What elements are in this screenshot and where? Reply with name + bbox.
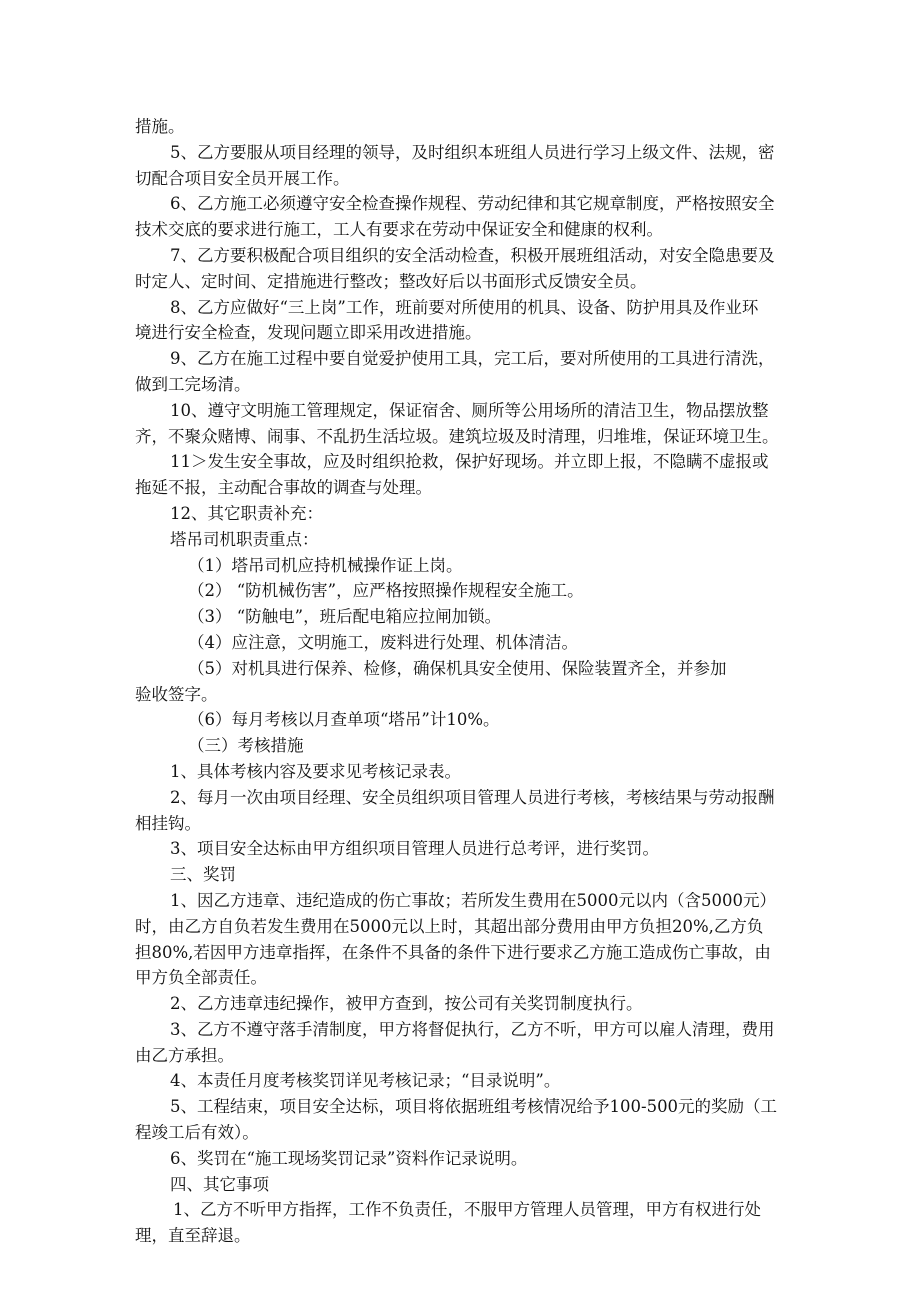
text-line: 时定人、定时间、定措施进行整改；整改好后以书面形式反馈安全员。 [135, 271, 647, 291]
text-line: 5、工程结束，项目安全达标，项目将依据班组考核情况给予100-500元的奖励（工 [170, 1097, 778, 1117]
text-line: （3） “防触电”，班后配电箱应拉闸加锁。 [188, 607, 502, 627]
text-line: 技术交底的要求进行施工，工人有要求在劳动中保证安全和健康的权利。 [135, 220, 663, 240]
text-line: （5）对机具进行保养、检修，确保机具安全使用、保险装置齐全，并参加 [188, 658, 727, 678]
text-line: 1、因乙方违章、违纪造成的伤亡事故；若所发生费用在5000元以内（含5000元） [170, 890, 776, 910]
text-line: 由乙方承担。 [135, 1045, 234, 1065]
text-line: 3、项目安全达标由甲方组织项目管理人员进行总考评，进行奖罚。 [170, 839, 659, 859]
document-body [135, 114, 795, 1249]
text-line: 11＞发生安全事故，应及时组织抢救，保护好现场。并立即上报，不隐瞒不虚报或 [170, 452, 769, 472]
section-heading: （三）考核措施 [188, 736, 304, 756]
text-line: 7、乙方要积极配合项目组织的安全活动检查，积极开展班组活动，对安全隐患要及 [170, 245, 775, 265]
text-line: 担80%,若因甲方违章指挥，在条件不具备的条件下进行要求乙方施工造成伤亡事故，由 [135, 942, 771, 962]
section-heading: 四、其它事项 [170, 1174, 269, 1194]
text-line: （2） “防机械伤害”，应严格按照操作规程安全施工。 [188, 581, 584, 601]
text-line: 1、乙方不听甲方指挥，工作不负责任，不服甲方管理人员管理，甲方有权进行处 [173, 1200, 761, 1220]
text-line: 6、乙方施工必须遵守安全检查操作规程、劳动纪律和其它规章制度，严格按照安全 [170, 194, 775, 214]
text-line: 相挂钩。 [135, 813, 201, 833]
text-line: 6、奖罚在“施工现场奖罚记录”资料作记录说明。 [170, 1148, 528, 1168]
text-line: 10、遵守文明施工管理规定，保证宿舍、厕所等公用场所的清洁卫生，物品摆放整 [170, 400, 769, 420]
text-line: 理，直至辞退。 [135, 1226, 251, 1246]
text-line: 验收签字。 [135, 684, 218, 704]
text-line: 3、乙方不遵守落手清制度，甲方将督促执行，乙方不听，甲方可以雇人清理，费用 [170, 1019, 775, 1039]
text-line: （4）应注意，文明施工，废料进行处理、机体清洁。 [188, 632, 578, 652]
text-line: 做到工完场清。 [135, 374, 251, 394]
text-line: 4、本责任月度考核奖罚详见考核记录；“目录说明”。 [170, 1071, 561, 1091]
text-line: 5、乙方要服从项目经理的领导，及时组织本班组人员进行学习上级文件、法规，密 [170, 142, 775, 162]
text-line: 甲方负全部责任。 [135, 968, 267, 988]
text-line: 8、乙方应做好“三上岗”工作，班前要对所使用的机具、设备、防护用具及作业环 [170, 297, 759, 317]
text-line: 切配合项目安全员开展工作。 [135, 168, 350, 188]
text-line: 齐，不聚众赌博、闹事、不乱扔生活垃圾。建筑垃圾及时清理，归堆堆，保证环境卫生。 [135, 426, 779, 446]
text-line: 2、乙方违章违纪操作，被甲方查到，按公司有关奖罚制度执行。 [170, 994, 643, 1014]
section-heading: 三、奖罚 [170, 865, 236, 885]
text-line: 拖延不报，主动配合事故的调查与处理。 [135, 478, 432, 498]
text-line: 时，由乙方自负若发生费用在5000元以上时，其超出部分费用由甲方负担20%,乙方负 [135, 916, 764, 936]
text-line: 12、其它职责补充： [170, 503, 323, 523]
text-line: 2、每月一次由项目经理、安全员组织项目管理人员进行考核，考核结果与劳动报酬 [170, 787, 775, 807]
text-line: 1、具体考核内容及要求见考核记录表。 [170, 761, 461, 781]
text-line: 塔吊司机职责重点： [170, 529, 319, 549]
text-line: （6）每月考核以月查单项“塔吊”计10%。 [188, 710, 500, 730]
text-line: 9、乙方在施工过程中要自觉爱护使用工具，完工后，要对所使用的工具进行清洗， [170, 349, 775, 369]
text-line: （1）塔吊司机应持机械操作证上岗。 [188, 555, 463, 575]
text-line: 境进行安全检查，发现问题立即采用改进措施。 [135, 323, 482, 343]
text-line: 措施。 [135, 117, 185, 136]
text-line: 程竣工后有效）。 [135, 1123, 259, 1143]
